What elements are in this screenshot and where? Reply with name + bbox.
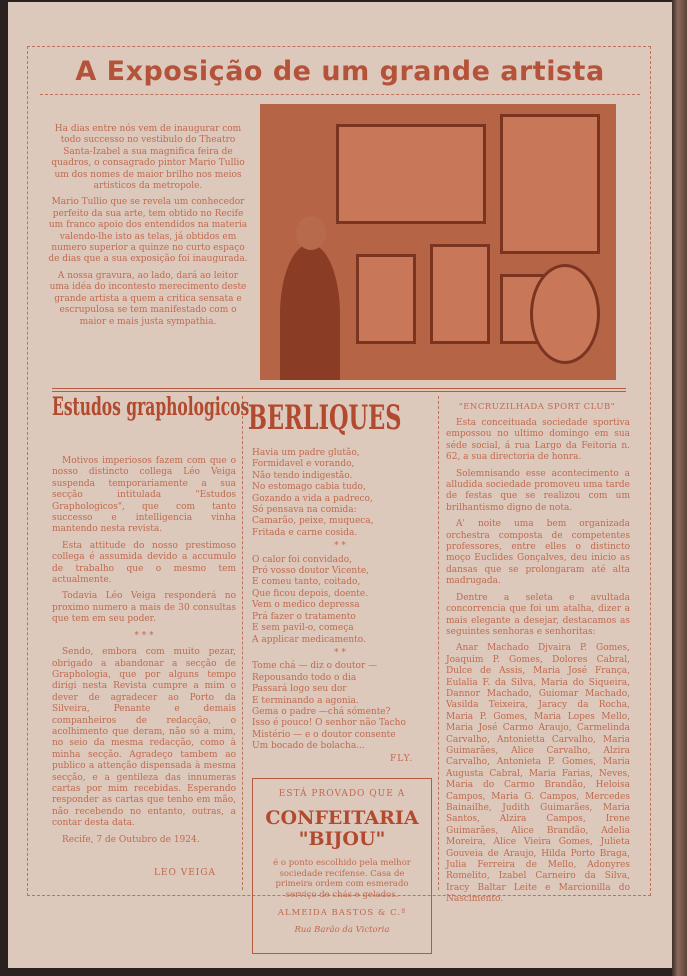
exposicao-article xyxy=(48,124,248,333)
estudos-paragraph: Sendo, embora com muito pezar, obrigado a abandonar a secção de Graphologia, que por alguns tempo dirigi nesta Revista cumpre a mim o dever de agradecer ao Porto da Silveira, Penante e demais companheiros de redacção, o acolhimento que deram, não só a mim, no seio da mesma redacção, como à minha secção. Agradeço tambem ao publico a attenção dispensada à mesma secção, e a gentileza das innumeras cartas por mim recebidas. Esperando responder as cartas que tenho em mão, não recebendo no entanto, outras, a contar desta data. xyxy=(52,647,236,829)
ad-heading: ESTÁ PROVADO QUE A xyxy=(278,789,406,799)
ad-business-name: CONFEITARIA xyxy=(265,807,419,830)
painting xyxy=(530,264,600,364)
poem-line: Fritada e carne cosida. xyxy=(252,527,358,538)
berliques-poem xyxy=(252,448,428,753)
poem-line: No estomago cabia tudo, xyxy=(252,482,366,493)
ad-business-subname: "BIJOU" xyxy=(298,828,386,851)
title-divider xyxy=(40,94,640,95)
poem-line: Mistério — e o doutor consente xyxy=(252,729,396,740)
encruzilhada-attendees: Anar Machado Djvaira P. Gomes, Joaquim P. Gomes, Dolores Cabral, Dulce de Assis, Maria José França, Eulalia F. da Silva, Maria do Siqueira, Dannor Machado, Guiomar Machado, Vasilda Teixeira, Jaracy da Rocha, Maria P. Gomes, Maria Lopes Mello, Maria José Carmo Araujo, Carmelinda Carvalho, Antonietta Carvalho, Maria Guimarães, Alice Carvalho, Alzira Carvalho, Antonieta P. Gomes, Maria Augusta Cabral, Maria Farias, Neves, Maria do Carmo Brandão, Heloisa Campos, Maria G. Campos, Mercedes Bainailhe, Judith Guimarães, Maria Santos, Alzira Campos, Irene Guimarães, Alice Brandão, Adelia Moreira, Alice Vieira Gomes, Julieta Gouveia de Araujo, Hilda Porto Braga, Julia Ferreira de Mello, Adonyres Romelito, Izabel Carneiro da Silva, Iracy Baltar Leite e Marcionilla do Nascimento. xyxy=(446,643,630,905)
poem-line: O calor foi convidado, xyxy=(252,554,352,565)
ad-body: é o ponto escolhido pela melhor sociedade recifense. Casa de primeira ordem com esmerado serviço de chás e gelados. xyxy=(273,858,411,900)
poem-line: Gozando a vida a padreco, xyxy=(252,493,373,504)
poem-line: Passará logo seu dor xyxy=(252,684,347,695)
poem-line: Pró vosso doutor Vicente, xyxy=(252,566,370,577)
exposicao-paragraph: Ha dias entre nós vem de inaugurar com todo successo no vestibulo do Theatro Santa-Izabel a sua magnifica feira de quadros, o consagrado pintor Mario Tullio um dos nomes de maior brilho nos meios artisticos da metropole. xyxy=(51,124,245,192)
encruzilhada-article xyxy=(446,418,630,911)
poem-line: Isso é pouco! O senhor não Tacho xyxy=(252,718,406,729)
exposicao-paragraph: A nossa gravura, ao lado, dará ao leitor uma idéa do incontesto merecimento deste grande artista a quem a critica sensata e escrupulosa se tem manifestado com o maior e mais justa sympathia. xyxy=(49,270,247,327)
estudos-paragraph: Esta attitude do nosso prestimoso collega é assumida devido a accumulo de trabalho que o mesmo tem actualmente. xyxy=(52,540,236,586)
berliques-title: BERLIQUES xyxy=(248,398,402,438)
encruzilhada-paragraph: Esta conceituada sociedade sportiva empossou no ultimo domingo em sua séde social, á rua Largo da Feitoria n. 62, a sua directoria de honra. xyxy=(446,418,630,463)
berliques-signature: FLY. xyxy=(390,754,414,764)
poem-line: Gema o padre —chá sómente? xyxy=(252,706,391,717)
poem-line: Formidavel e vorando, xyxy=(252,459,355,470)
poem-line: Que ficou depois, doente. xyxy=(252,588,369,599)
poem-line: Tome chá — diz o doutor — xyxy=(252,661,378,672)
poem-line: E terminando a agonia. xyxy=(252,695,359,706)
poem-line: Havia um padre glutão, xyxy=(252,448,360,458)
poem-line: Prá fazer o tratamento xyxy=(252,611,356,622)
poem-line: Não tendo indigestão. xyxy=(252,470,353,481)
poem-line: E sem pavil-o, começa xyxy=(252,623,354,634)
poem-line: Camarão, peixe, muqueca, xyxy=(252,516,374,527)
poem-line: Repousando todo o dia xyxy=(252,672,357,683)
poem-line: Um bocado de bolacha... xyxy=(252,741,365,752)
painting xyxy=(356,254,416,344)
exposicao-paragraph: Mario Tullio que se revela um conhecedor perfeito da sua arte, tem obtido no Recife um franco apoio dos entendidos na materia valendo-lhe isto as telas, já obtidos em numero superior a quinze no curto espaço de dias que a sua exposição foi inaugurada. xyxy=(48,197,248,265)
poem-line: E comeu tanto, coitado, xyxy=(252,577,361,588)
poem-line: Vem o medico depressa xyxy=(252,600,360,611)
encruzilhada-paragraph: Dentre a seleta e avultada concorrencia que foi um atalha, dizer a mais elegante a desejar, destacamos as seguintes senhoras e senhoritas: xyxy=(446,592,630,637)
stanza-separator: * * xyxy=(334,647,346,658)
section-divider xyxy=(52,388,626,389)
encruzilhada-title: "ENCRUZILHADA SPORT CLUB" xyxy=(458,402,616,412)
ad-address: Rua Barão da Victoria xyxy=(294,924,390,935)
page-edge xyxy=(672,0,687,976)
estudos-title: Estudos graphologicos xyxy=(52,392,250,421)
exhibition-photo xyxy=(260,104,616,380)
estudos-paragraph: Todavia Léo Veiga responderá no proximo numero a mais de 30 consultas que tem em seu poder. xyxy=(52,591,236,625)
artist-figure xyxy=(280,244,340,380)
painting xyxy=(500,114,600,254)
confeitaria-advertisement xyxy=(252,778,432,954)
painting xyxy=(336,124,486,224)
artist-head xyxy=(296,216,326,250)
estudos-paragraph: Motivos imperiosos fazem com que o nosso distincto collega Léo Veiga suspenda temporariamente a sua secção intitulada "Estudos Graphologicos", que com tanto successo e intelligencia vinha mantendo nesta revista. xyxy=(52,456,236,535)
estudos-dateline: Recife, 7 de Outubro de 1924. xyxy=(62,834,200,845)
encruzilhada-paragraph: Solemnisando esse acontecimento a alludida sociedade promoveu uma tarde de festas que se realizou com um brilhantismo digno de nota. xyxy=(446,468,630,513)
ad-firm: ALMEIDA BASTOS & C.ª xyxy=(277,908,407,919)
stanza-separator: * * xyxy=(334,541,346,552)
estudos-signature: LEO VEIGA xyxy=(153,868,217,878)
column-divider xyxy=(242,396,243,890)
column-divider xyxy=(438,396,439,890)
estudos-article xyxy=(52,456,236,851)
encruzilhada-paragraph: A' noite uma bem organizada orchestra composta de competentes professores, entre elles o distincto moço Euclides Gonçalves, deu inicio as dansas que se prolongaram até alta madrugada. xyxy=(446,519,630,587)
painting xyxy=(430,244,490,344)
exposicao-title: A Exposição de um grande artista xyxy=(75,56,605,87)
poem-line: A applicar medicamento. xyxy=(252,634,366,645)
poem-line: Só pensava na comida: xyxy=(252,505,357,516)
ornament-separator: * * * xyxy=(134,630,154,641)
